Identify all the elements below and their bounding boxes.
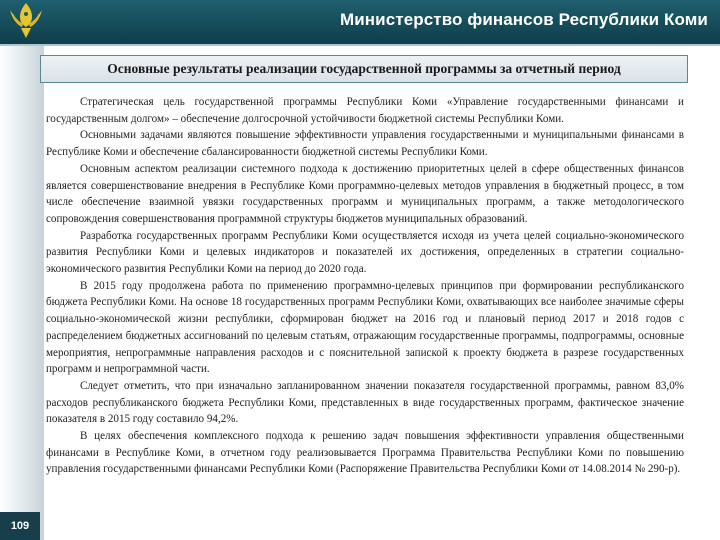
komi-emblem-icon (6, 0, 46, 40)
header-title: Министерство финансов Республики Коми (340, 10, 708, 29)
body-text (46, 94, 684, 478)
paragraph: Следует отметить, что при изначально запланированном значении показателя государственной программы, равном 83,0% расходов республиканского бюджета Республики Коми, представленных в виде государственных программ, фактическое значение показателя в 2015 году составило 94,2%. (46, 379, 684, 426)
paragraph: В целях обеспечения комплексного подхода к решению задач повышения эффективности управления общественными финансами в Республике Коми, в отчетном году реализовывается Программа Правительства Республики Коми по повышению управления государственными финансами Республики Коми (Распоряжение Правительства Республики Коми от 14.08.2014 № 290-р). (46, 430, 684, 476)
paragraph: Стратегическая цель государственной программы Республики Коми «Управление государственными финансами и государственным долгом» – обеспечение долгосрочной устойчивости бюджетной системы Республики Коми. (46, 96, 684, 125)
paragraph: В 2015 году продолжена работа по применению программно-целевых принципов при формировании республиканского бюджета Республики Коми. На основе 18 государственных программ Республики Коми, охватывающих все наиболее значимые сферы социально-экономической жизни республики, сформирован бюджет на 2016 год и плановый период 2017 и 2018 годов с распределением бюджетных ассигнований по целевым статьям, отражающим государственные программы, подпрограммы, основные мероприятия, непрограммные направления расходов и с пояснительной запиской к проекту бюджета в разрезе государственных программ и непрограммной части. (46, 279, 684, 376)
paragraph: Разработка государственных программ Республики Коми осуществляется исходя из учета целей социально-экономического развития Республики Коми и целевых индикаторов и показателей их достижения, определенных в стратегии социально-экономического развития Республики Коми на период до 2020 года. (46, 229, 684, 276)
header-bar (0, 0, 720, 46)
section-subtitle: Основные результаты реализации государственной программы за отчетный период (40, 55, 688, 83)
left-sidebar (0, 46, 44, 540)
paragraph: Основными задачами являются повышение эффективности управления государственными и муниципальными финансами в Республике Коми и обеспечение сбалансированности бюджетной системы Республики Коми. (46, 129, 684, 159)
page-number: 109 (0, 512, 40, 540)
paragraph: Основным аспектом реализации системного подхода к достижению приоритетных целей в сфере общественных финансов является совершенствование внедрения в Республике Коми программно-целевых методов управления в бюджетный процесс, в том числе обеспечение взаимной увязки государственных программ и муниципальных программ, а также методологического сопровождения совершенствования программной структуры бюджетов муниципальных образований. (46, 162, 684, 225)
